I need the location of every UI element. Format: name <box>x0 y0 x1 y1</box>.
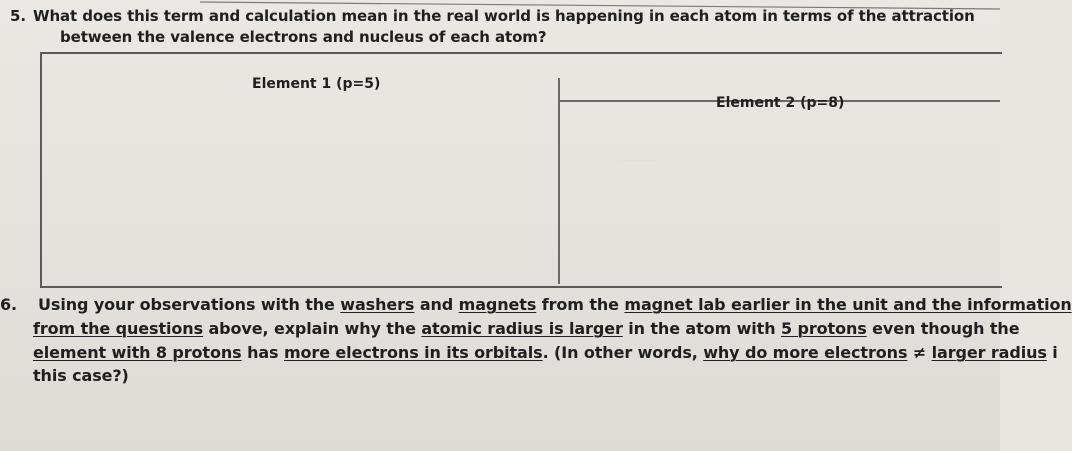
question-5-number: 5. <box>10 7 26 25</box>
question-6-text-line4: this case?) <box>33 366 129 385</box>
bleed-through-text: ......... <box>620 150 658 165</box>
answer-table <box>40 52 1002 288</box>
question-6-number: 6. <box>0 295 18 314</box>
question-6-text-line1: Using your observations with the washers and magnets from the magnet lab earlier in the unit and the information <box>38 295 1072 314</box>
question-5-text-line2: between the valence electrons and nucleus of each atom? <box>60 28 547 46</box>
element-2-header: Element 2 (p=8) <box>716 95 845 111</box>
element-1-header: Element 1 (p=5) <box>252 76 381 92</box>
question-6-text-line2: from the questions above, explain why the atomic radius is larger in the atom with 5 protons even though the <box>33 319 1020 338</box>
question-6-text-line3: element with 8 protons has more electrons in its orbitals. (In other words, why do more electrons ≠ larger radius i <box>33 343 1058 362</box>
table-column-divider <box>558 78 560 284</box>
question-5-text-line1: What does this term and calculation mean in the real world is happening in each atom in terms of the attraction <box>33 7 975 25</box>
